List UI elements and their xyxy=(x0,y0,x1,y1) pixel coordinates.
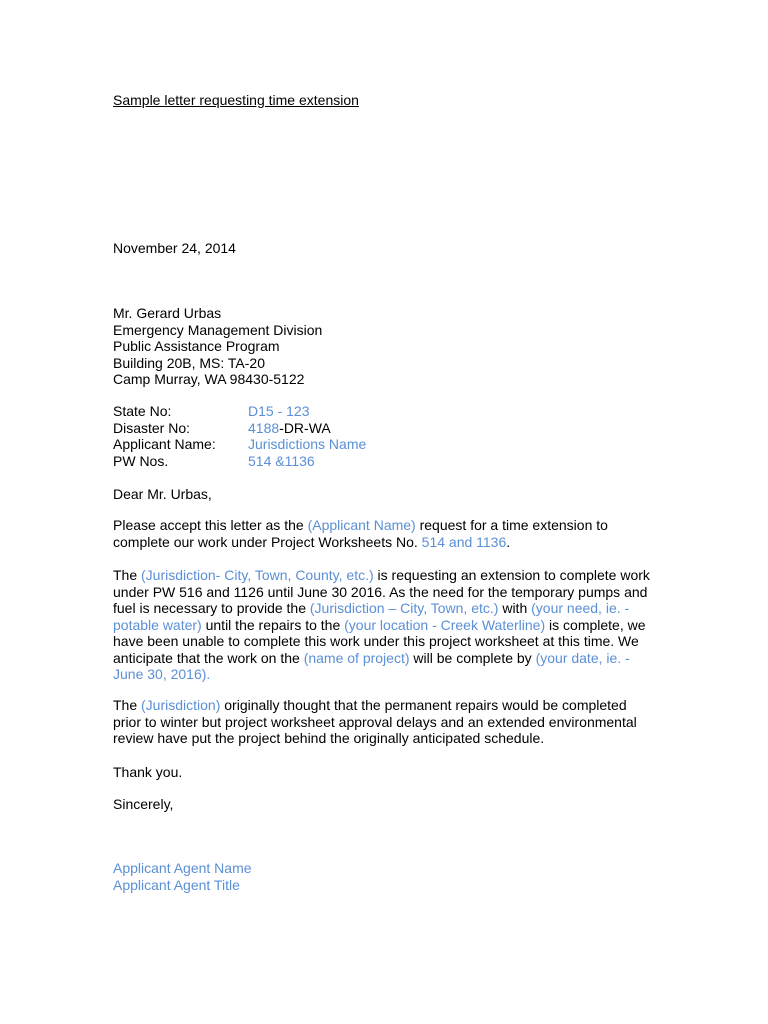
letter-title: Sample letter requesting time extension xyxy=(113,92,359,108)
p1-text-1: Please accept this letter as the xyxy=(113,517,308,533)
paragraph-reason xyxy=(113,567,658,683)
signature-block xyxy=(113,860,658,893)
recipient-name: Mr. Gerard Urbas xyxy=(113,305,222,321)
paragraph-request xyxy=(113,517,658,550)
signature-name: Applicant Agent Name xyxy=(113,860,252,876)
p2-placeholder-jurisdiction-2: (Jurisdiction – City, Town, etc.) xyxy=(309,600,499,616)
p2-placeholder-location: (your location - Creek Waterline) xyxy=(344,616,546,633)
p3-text-1: The xyxy=(113,697,142,713)
closing: Sincerely, xyxy=(113,796,174,812)
p2-text-6: will be complete by xyxy=(409,649,536,666)
state-value: D15 - 123 xyxy=(248,403,310,419)
pw-row xyxy=(113,453,658,470)
p2-text-2: is requesting an extension to complete work under PW 516 and 1126 until June 30 2016. As the need for the temporary pumps and fuel is necessary to provide the xyxy=(113,567,650,616)
p2-placeholder-jurisdiction: (Jurisdiction- City, Town, County, etc.) xyxy=(141,567,374,583)
state-row xyxy=(113,403,658,420)
pw-value: 514 &1136 xyxy=(248,452,315,469)
paragraph-delay xyxy=(113,697,658,747)
p1-placeholder-applicant: (Applicant Name) xyxy=(307,517,416,533)
p1-text-2: request for a time extension to complete our work under Project Worksheets No. xyxy=(113,517,608,550)
p2-placeholder-project: (name of project) xyxy=(303,649,410,666)
reference-info xyxy=(113,403,658,469)
applicant-row xyxy=(113,436,658,453)
recipient-city: Camp Murray, WA 98430-5122 xyxy=(113,371,305,387)
p3-text-2: originally thought that the permanent repairs would be completed prior to winter but project worksheet approval delays and an extended environmental review have put the project behind the originally anticipated schedule. xyxy=(113,697,637,746)
p2-placeholder-date: (your date, ie. - June 30, 2016). xyxy=(113,649,630,682)
recipient-program: Public Assistance Program xyxy=(113,338,280,354)
thank-you: Thank you. xyxy=(113,764,183,780)
p2-text-4: until the repairs to the xyxy=(201,616,345,633)
recipient-building: Building 20B, MS: TA-20 xyxy=(113,354,266,371)
state-label: State No: xyxy=(113,403,172,419)
signature-title: Applicant Agent Title xyxy=(113,876,240,893)
p2-text-5: is complete, we have been unable to complete this work under this project worksheet at this time. We anticipate that the work on the xyxy=(113,616,646,666)
disaster-label: Disaster No: xyxy=(113,419,191,436)
p1-text-3: . xyxy=(506,533,511,550)
recipient-division: Emergency Management Division xyxy=(113,321,323,338)
pw-label: PW Nos. xyxy=(113,452,169,469)
p2-placeholder-need: (your need, ie. - potable water) xyxy=(113,600,630,633)
p3-placeholder-jurisdiction: (Jurisdiction) xyxy=(141,697,221,713)
disaster-suffix: -DR-WA xyxy=(279,419,331,436)
disaster-number: 4188 xyxy=(248,419,280,436)
letter-date: November 24, 2014 xyxy=(113,240,236,256)
disaster-row xyxy=(113,420,658,437)
salutation: Dear Mr. Urbas, xyxy=(113,486,212,502)
disaster-value xyxy=(248,420,331,437)
p2-text-1: The xyxy=(113,567,142,583)
p1-placeholder-pw: 514 and 1136 xyxy=(421,533,507,550)
applicant-label: Applicant Name: xyxy=(113,436,216,452)
recipient-address xyxy=(113,305,658,388)
p2-text-3: with xyxy=(498,600,532,616)
applicant-value: Jurisdictions Name xyxy=(248,436,367,452)
